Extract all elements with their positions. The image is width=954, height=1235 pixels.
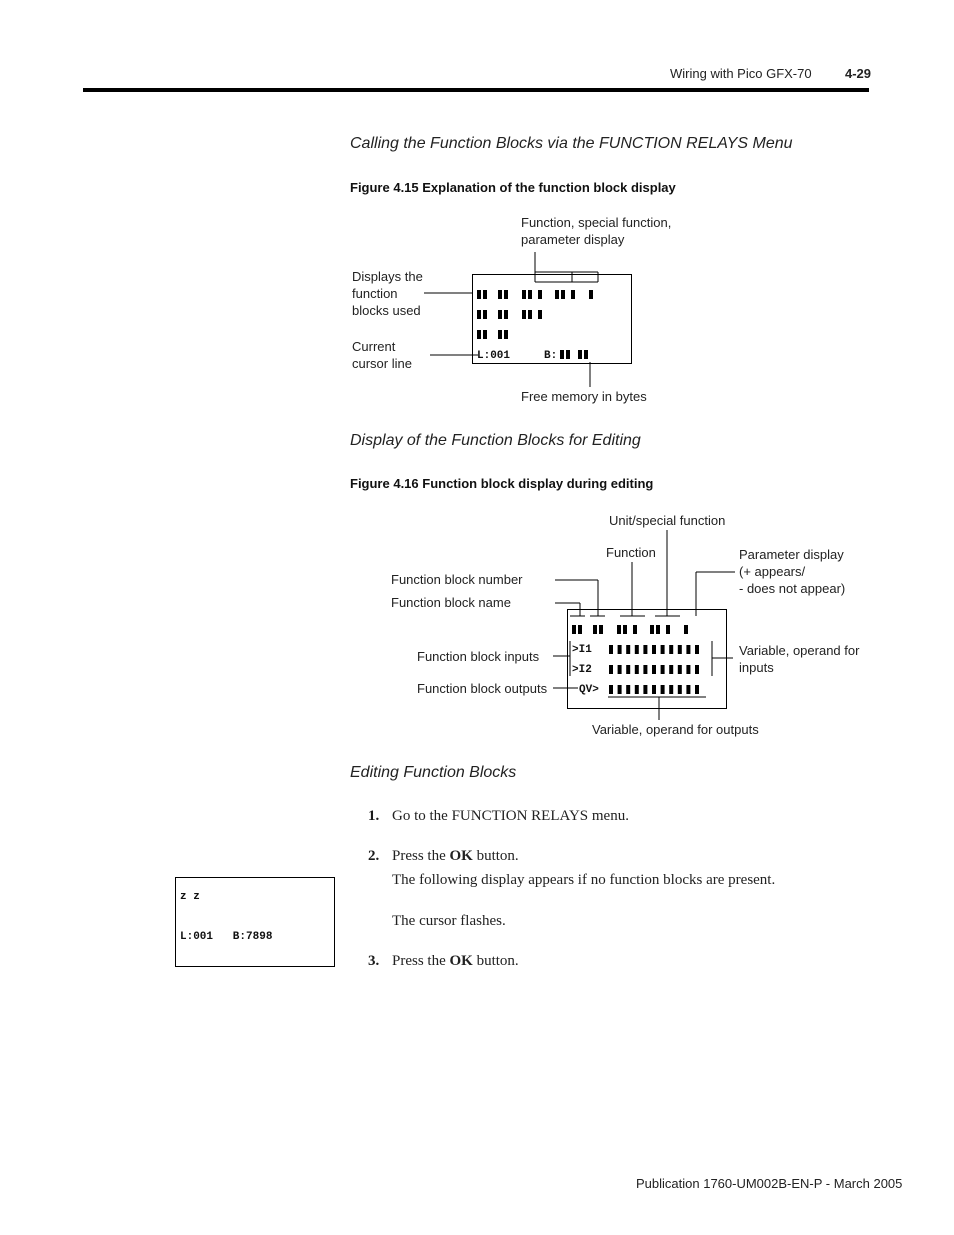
lcd-bytes-label: B:	[544, 350, 558, 362]
label-block-outputs: Function block outputs	[417, 681, 548, 696]
label-cursor-line: Current cursor line	[352, 339, 412, 371]
label-free-memory: Free memory in bytes	[521, 389, 647, 404]
label-block-name: Function block name	[391, 595, 511, 610]
publication-footer: Publication 1760-UM002B-EN-P - March 2005	[636, 1176, 903, 1191]
section-heading-calling: Calling the Function Blocks via the FUNCTION RELAYS Menu	[350, 135, 793, 152]
page-number: 4-29	[845, 66, 872, 81]
label-parameter-display: Parameter display (+ appears/ - does not appear)	[739, 547, 846, 596]
lcd-input-1-label: >I1	[572, 644, 592, 656]
figure-4-15-caption: Figure 4.15 Explanation of the function block display	[350, 180, 676, 195]
step-3-number: 3.	[368, 953, 380, 969]
section-heading-display: Display of the Function Blocks for Editing	[350, 432, 641, 449]
lcd-input-2-label: >I2	[572, 664, 592, 676]
label-variable-outputs: Variable, operand for outputs	[592, 722, 759, 737]
step-3-text: Press the OK button.	[392, 953, 519, 969]
section-heading-editing: Editing Function Blocks	[350, 764, 517, 781]
step-2-note-cursor: The cursor flashes.	[392, 913, 506, 929]
lcd-output-label: QV>	[579, 684, 599, 696]
step-1-number: 1.	[368, 808, 380, 824]
label-function-display: Function, special function, parameter display	[521, 215, 672, 247]
step-2-note-display: The following display appears if no function blocks are present.	[392, 872, 776, 888]
running-header-title: Wiring with Pico GFX-70	[670, 66, 812, 81]
step-1-text: Go to the FUNCTION RELAYS menu.	[392, 808, 629, 824]
label-blocks-used: Displays the function blocks used	[352, 269, 423, 318]
label-block-number: Function block number	[391, 572, 523, 587]
display-line-1: z z	[180, 891, 200, 903]
lcd-edit-input-cells	[609, 645, 699, 694]
step-2-text: Press the OK button.	[392, 848, 519, 864]
label-variable-inputs: Variable, operand for inputs	[739, 643, 860, 675]
display-line-2: L:001 B:7898	[180, 931, 273, 943]
figure-4-16-caption: Figure 4.16 Function block display during editing	[350, 476, 654, 491]
label-block-inputs: Function block inputs	[417, 649, 540, 664]
step-2-number: 2.	[368, 848, 380, 864]
lcd-edit-row1-cells	[572, 625, 688, 634]
lcd-line-label: L:001	[477, 350, 511, 362]
label-function: Function	[606, 545, 656, 560]
label-unit-special-function: Unit/special function	[609, 513, 726, 528]
